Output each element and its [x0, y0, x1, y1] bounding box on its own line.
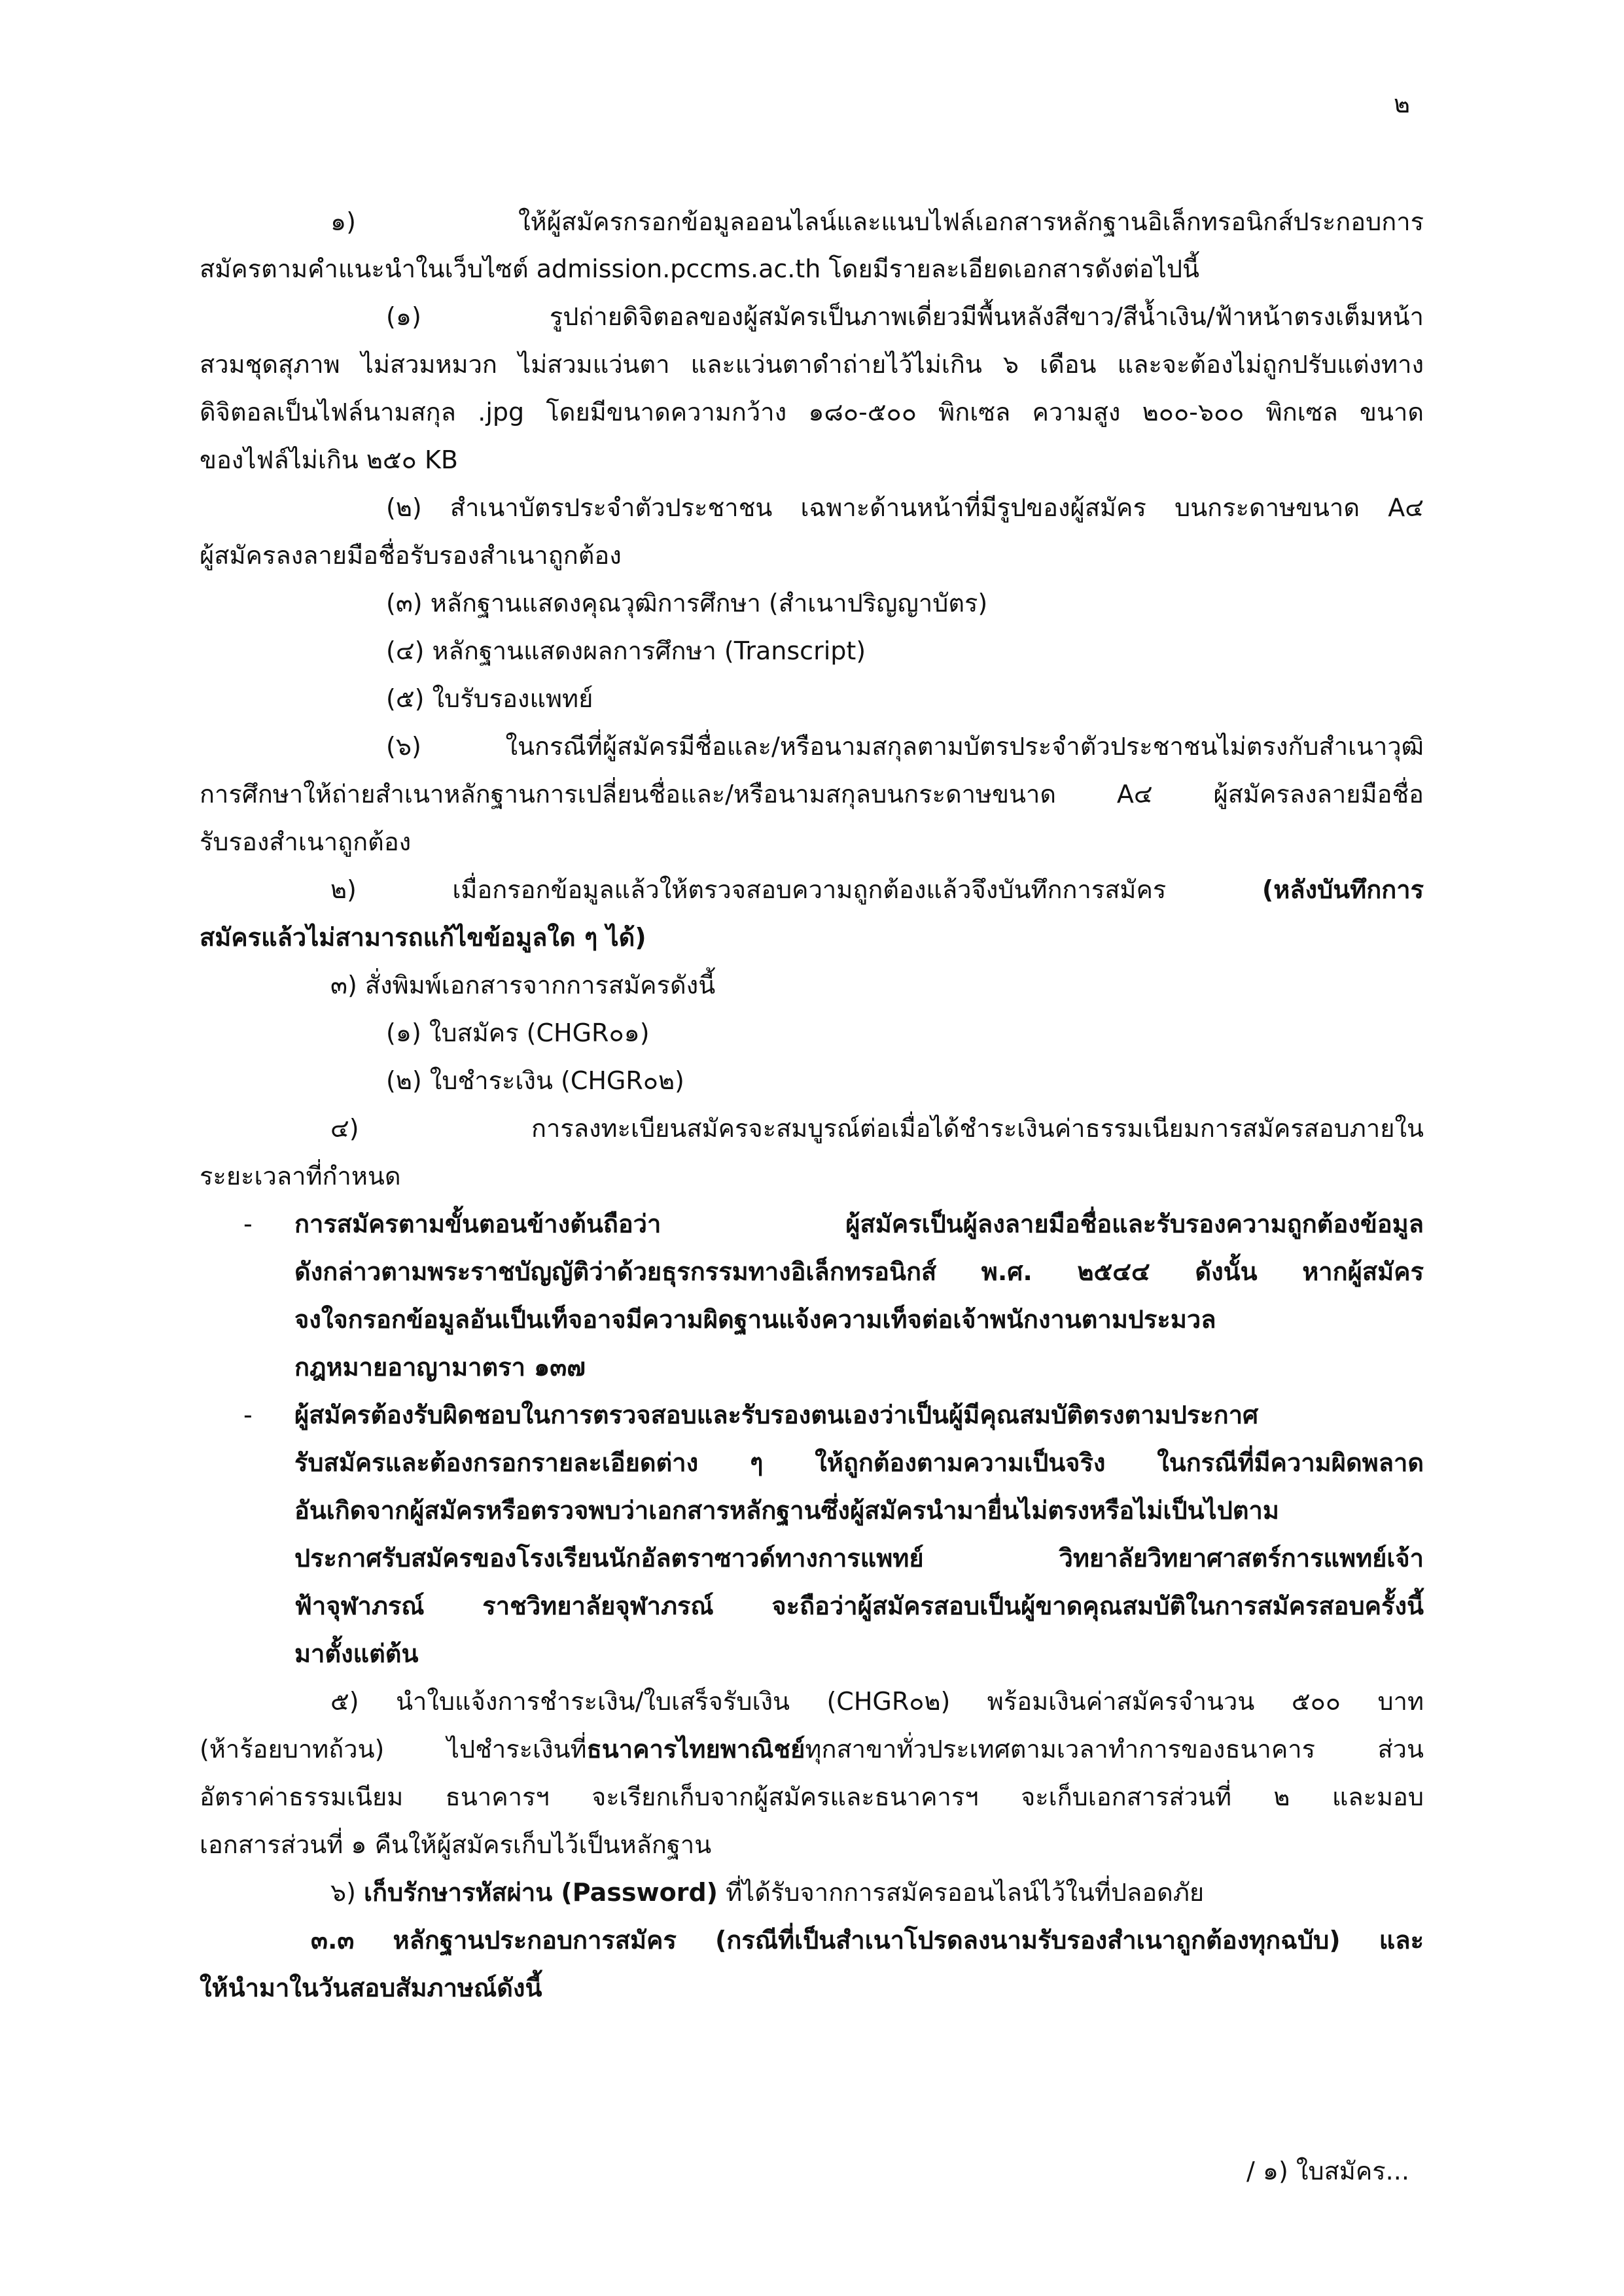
item-5-line-2: [200, 1737, 1424, 1762]
doc-1-line-3: ดิจิตอลเป็นไฟล์นามสกุล .jpg โดยมีขนาดความกว้าง ๑๘๐-๕๐๐ พิกเซล ความสูง ๒๐๐-๖๐๐ พิกเซล ขนาด: [200, 398, 1424, 426]
doc-2-line-1: (๒) สำเนาบัตรประจำตัวประชาชน เฉพาะด้านหน้าที่มีรูปของผู้สมัคร บนกระดาษขนาด A๔: [386, 493, 1424, 522]
item-5-text-b: ทุกสาขาทั่วประเทศตามเวลาทำการของธนาคาร ส่วน: [805, 1735, 1424, 1764]
item-6-number: ๖): [330, 1878, 364, 1907]
doc-1-line-2: สวมชุดสุภาพ ไม่สวมหมวก ไม่สวมแว่นตา และแว่นตาดำถ่ายไว้ไม่เกิน ๖ เดือน และจะต้องไม่ถูกปรับแต่งทาง: [200, 350, 1424, 379]
item-2-bold-note: (หลังบันทึกการ: [1262, 875, 1424, 904]
item-1-line-1: ๑) ให้ผู้สมัครกรอกข้อมูลออนไลน์และแนบไฟล์เอกสารหลักฐานอิเล็กทรอนิกส์ประกอบการ: [330, 207, 1424, 236]
item-6-rest: ที่ได้รับจากการสมัครออนไลน์ไว้ในที่ปลอดภัย: [718, 1878, 1205, 1907]
doc-1-line-4: ของไฟล์ไม่เกิน ๒๕๐ KB: [200, 445, 458, 474]
bullet-2-line-5: ฟ้าจุฬาภรณ์ ราชวิทยาลัยจุฬาภรณ์ จะถือว่าผู้สมัครสอบเป็นผู้ขาดคุณสมบัติในการสมัครสอบครั้งนี้: [294, 1592, 1424, 1620]
item-5-line-4: เอกสารส่วนที่ ๑ คืนให้ผู้สมัครเก็บไว้เป็นหลักฐาน: [200, 1830, 712, 1859]
bullet-1-line-2: ดังกล่าวตามพระราชบัญญัติว่าด้วยธุรกรรมทางอิเล็กทรอนิกส์ พ.ศ. ๒๕๔๔ ดังนั้น หากผู้สมัคร: [294, 1257, 1424, 1286]
item-2-line-2: สมัครแล้วไม่สามารถแก้ไขข้อมูลใด ๆ ได้): [200, 923, 646, 952]
item-2-text: ๒) เมื่อกรอกข้อมูลแล้วให้ตรวจสอบความถูกต้องแล้วจึงบันทึกการสมัคร: [330, 875, 1262, 904]
doc-1-line-1: (๑) รูปถ่ายดิจิตอลของผู้สมัครเป็นภาพเดี่ยวมีพื้นหลังสีขาว/สีน้ำเงิน/ฟ้าหน้าตรงเต็มหน้า: [386, 302, 1424, 331]
item-5-line-1: ๕) นำใบแจ้งการชำระเงิน/ใบเสร็จรับเงิน (CHGR๐๒) พร้อมเงินค่าสมัครจำนวน ๕๐๐ บาท: [330, 1687, 1424, 1716]
section-3-3-line-1: ๓.๓ หลักฐานประกอบการสมัคร (กรณีที่เป็นสำเนาโปรดลงนามรับรองสำเนาถูกต้องทุกฉบับ) และ: [311, 1926, 1424, 1955]
item-4-line-2: ระยะเวลาที่กำหนด: [200, 1162, 401, 1191]
item-3-sub-2: (๒) ใบชำระเงิน (CHGR๐๒): [386, 1066, 684, 1095]
bullet-2-line-6: มาตั้งแต่ต้น: [294, 1639, 419, 1668]
bullet-dash-2: -: [243, 1400, 253, 1429]
page-number: ๒: [1394, 90, 1411, 118]
item-3-line-1: ๓) สั่งพิมพ์เอกสารจากการสมัครดังนี้: [330, 971, 716, 1000]
item-3-sub-1: (๑) ใบสมัคร (CHGR๐๑): [386, 1018, 650, 1047]
section-3-3-line-2: ให้นำมาในวันสอบสัมภาษณ์ดังนี้: [200, 1974, 542, 2002]
doc-4: (๔) หลักฐานแสดงผลการศึกษา (Transcript): [386, 636, 866, 665]
bullet-1-line-1: การสมัครตามขั้นตอนข้างต้นถือว่า ผู้สมัครเป็นผู้ลงลายมือชื่อและรับรองความถูกต้องข้อมูล: [294, 1209, 1424, 1238]
doc-6-line-3: รับรองสำเนาถูกต้อง: [200, 827, 412, 856]
bullet-1-line-4: กฎหมายอาญามาตรา ๑๓๗: [294, 1353, 586, 1382]
password-note: เก็บรักษารหัสผ่าน (Password): [364, 1878, 718, 1907]
item-2-line-1: [330, 877, 1424, 902]
bank-name: ธนาคารไทยพาณิชย์: [586, 1735, 805, 1764]
bullet-2-line-2: รับสมัครและต้องกรอกรายละเอียดต่าง ๆ ให้ถูกต้องตามความเป็นจริง ในกรณีที่มีความผิดพลาด: [294, 1448, 1424, 1477]
doc-6-line-1: (๖) ในกรณีที่ผู้สมัครมีชื่อและ/หรือนามสกุลตามบัตรประจำตัวประชาชนไม่ตรงกับสำเนาวุฒิ: [386, 732, 1424, 761]
bullet-2-line-4: ประกาศรับสมัครของโรงเรียนนักอัลตราซาวด์ทางการแพทย์ วิทยาลัยวิทยาศาสตร์การแพทย์เจ้า: [294, 1544, 1424, 1573]
item-1-line-2: สมัครตามคำแนะนำในเว็บไซต์ admission.pccms.ac.th โดยมีรายละเอียดเอกสารดังต่อไปนี้: [200, 254, 1199, 283]
bullet-1-line-3: จงใจกรอกข้อมูลอันเป็นเท็จอาจมีความผิดฐานแจ้งความเท็จต่อเจ้าพนักงานตามประมวล: [294, 1305, 1216, 1334]
item-5-line-3: อัตราค่าธรรมเนียม ธนาคารฯ จะเรียกเก็บจากผู้สมัครและธนาคารฯ จะเก็บเอกสารส่วนที่ ๒ และมอบ: [200, 1783, 1424, 1811]
doc-3: (๓) หลักฐานแสดงคุณวุฒิการศึกษา (สำเนาปริญญาบัตร): [386, 589, 988, 617]
item-5-text-a: (ห้าร้อยบาทถ้วน) ไปชำระเงินที่: [200, 1735, 587, 1764]
item-4-line-1: ๔) การลงทะเบียนสมัครจะสมบูรณ์ต่อเมื่อได้ชำระเงินค่าธรรมเนียมการสมัครสอบภายใน: [330, 1114, 1424, 1143]
item-6: [330, 1880, 1204, 1905]
doc-2-line-2: ผู้สมัครลงลายมือชื่อรับรองสำเนาถูกต้อง: [200, 541, 622, 570]
doc-5: (๕) ใบรับรองแพทย์: [386, 684, 593, 713]
bullet-dash-1: -: [243, 1209, 253, 1238]
bullet-2-line-1: ผู้สมัครต้องรับผิดชอบในการตรวจสอบและรับรองตนเองว่าเป็นผู้มีคุณสมบัติตรงตามประกาศ: [294, 1400, 1259, 1429]
footer-continuation: / ๑) ใบสมัคร...: [1246, 2157, 1409, 2185]
doc-6-line-2: การศึกษาให้ถ่ายสำเนาหลักฐานการเปลี่ยนชื่อและ/หรือนามสกุลบนกระดาษขนาด A๔ ผู้สมัครลงลายมือชื่อ: [200, 780, 1424, 809]
bullet-2-line-3: อันเกิดจากผู้สมัครหรือตรวจพบว่าเอกสารหลักฐานซึ่งผู้สมัครนำมายื่นไม่ตรงหรือไม่เป็นไปตาม: [294, 1496, 1279, 1525]
